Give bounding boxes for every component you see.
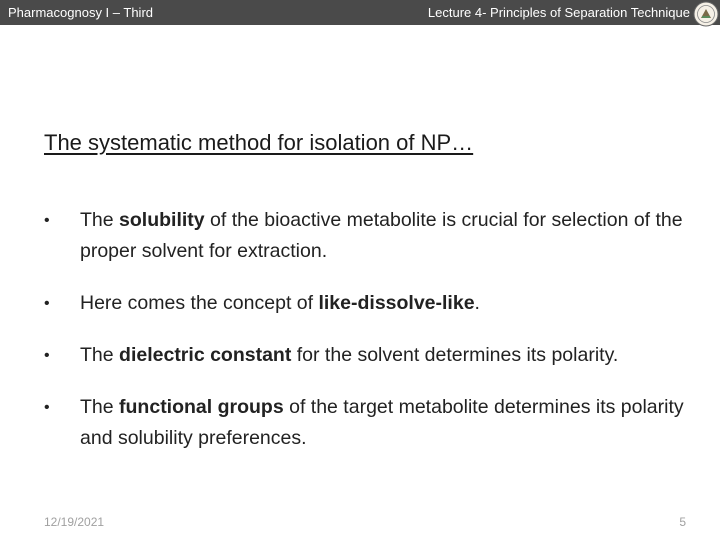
bullet-glyph: • [44, 295, 50, 312]
bullet-glyph: • [44, 399, 50, 416]
bullet-text-post: of the target metabolite determines its polarity and solubility preferences. [80, 396, 684, 449]
bullet-text-pre: The [80, 344, 120, 366]
bullet-text-pre: The [80, 396, 120, 418]
bullet-text-bold: dielectric constant [119, 344, 292, 366]
header-bar [0, 0, 720, 25]
bullet-text-pre: The [80, 209, 120, 231]
bullet-text-post: of the bioactive metabolite is crucial for selection of the proper solvent for extraction. [80, 209, 683, 262]
bullet-glyph: • [44, 212, 50, 229]
bullet-text-post: for the solvent determines its polarity. [291, 344, 619, 366]
bullet-item [44, 340, 684, 371]
bullet-text-bold: functional groups [119, 396, 284, 418]
bullet-text-bold: solubility [119, 209, 205, 231]
bullet-text-pre: Here comes the concept of [80, 292, 319, 314]
slide-title: The systematic method for isolation of NP… [44, 130, 474, 155]
university-seal-icon [693, 1, 719, 27]
bullet-glyph: • [44, 347, 50, 364]
bullet-list [44, 205, 684, 475]
bullet-item [44, 205, 684, 267]
course-label: Pharmacognosy I – Third [8, 5, 153, 20]
bullet-text-bold: like-dissolve-like [318, 292, 475, 314]
bullet-item [44, 288, 684, 319]
slide-number: 5 [679, 515, 686, 529]
bullet-text-post: . [474, 292, 480, 314]
lecture-label: Lecture 4- Principles of Separation Technique [427, 5, 690, 20]
bullet-item [44, 392, 684, 454]
slide-date: 12/19/2021 [44, 515, 105, 529]
